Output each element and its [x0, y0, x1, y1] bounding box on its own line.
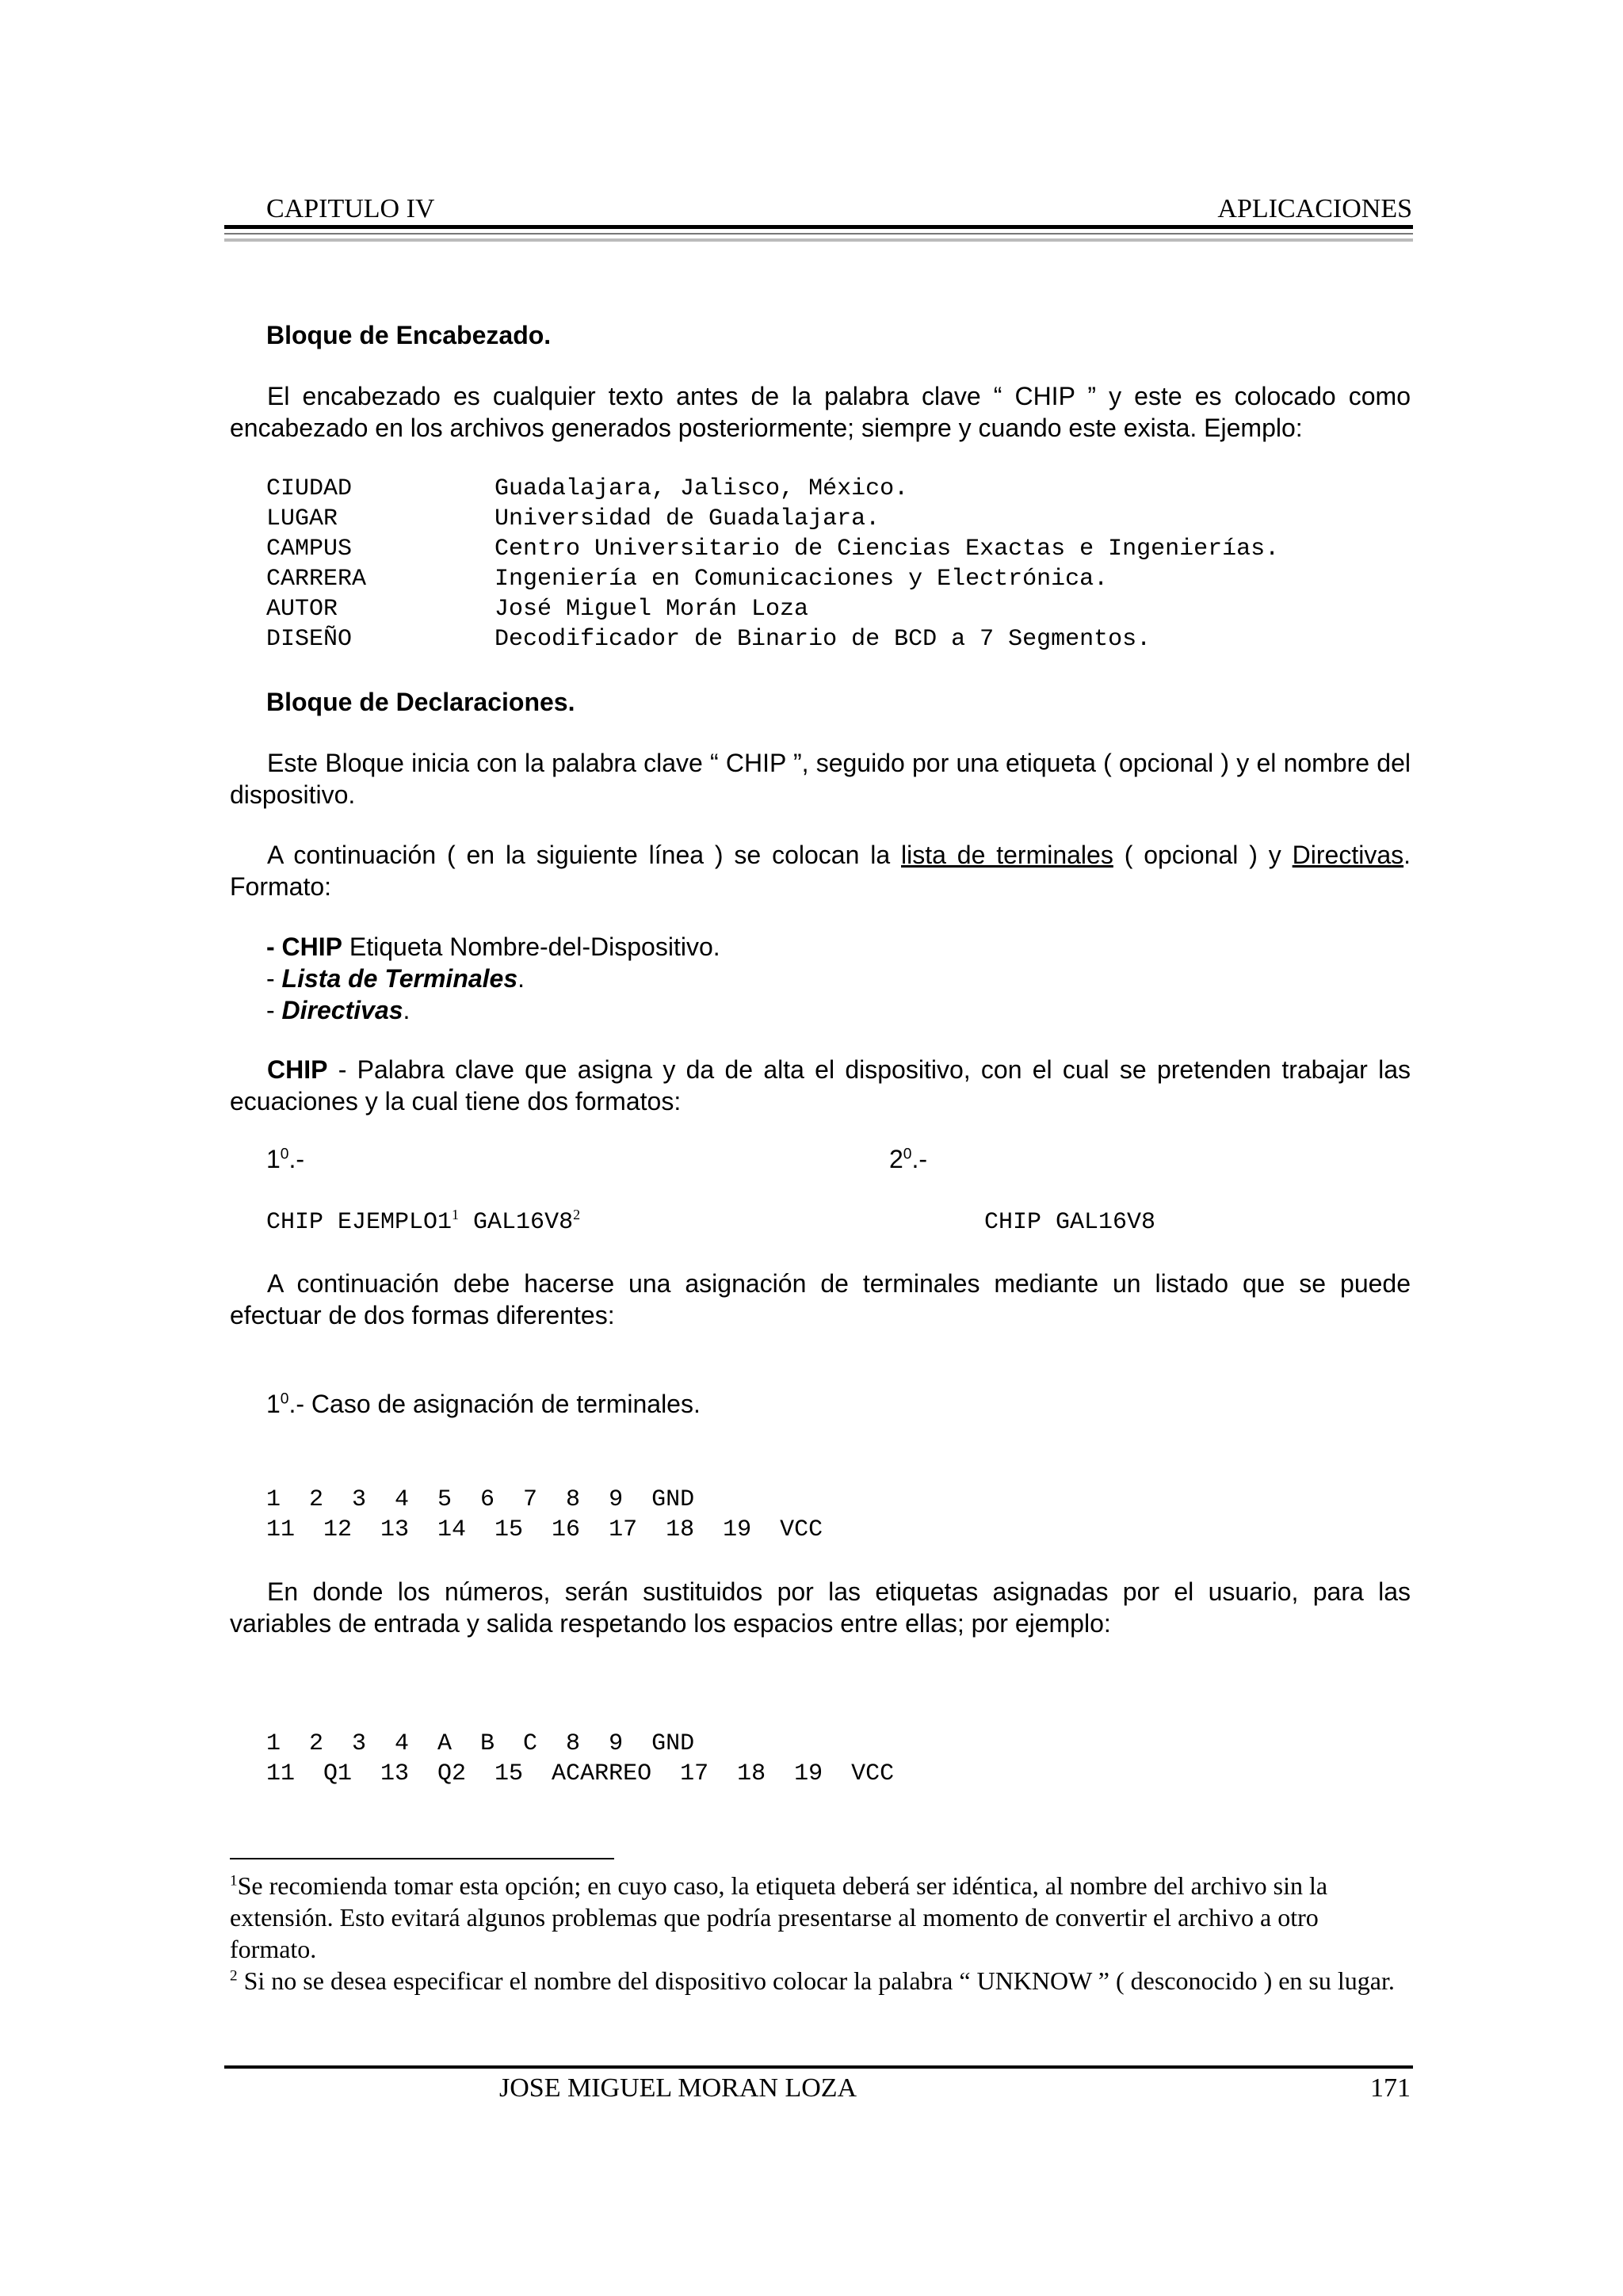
- field-key: DISEÑO: [266, 626, 353, 653]
- pin-row: 11 12 13 14 15 16 17 18 19 VCC: [266, 1516, 823, 1543]
- item-text: Etiqueta Nombre-del-Dispositivo.: [342, 933, 720, 961]
- footnote-mark: 1: [230, 1872, 238, 1890]
- page-number: 171: [1370, 2073, 1411, 2103]
- field-value: Centro Universitario de Ciencias Exactas e Ingenierías.: [495, 536, 1280, 563]
- keyword-chip: CHIP: [267, 1055, 328, 1084]
- sup: 0: [280, 1390, 289, 1408]
- field-value: Guadalajara, Jalisco, México.: [495, 475, 909, 502]
- pin-row: 1 2 3 4 5 6 7 8 9 GND: [266, 1486, 695, 1513]
- keyword: Directivas: [281, 996, 403, 1024]
- field-key: CAMPUS: [266, 536, 353, 563]
- pin-list-example: [266, 1699, 894, 1819]
- footnote-separator: [230, 1858, 614, 1859]
- heading-text: .- Caso de asignación de terminales.: [288, 1390, 701, 1418]
- field-key: LUGAR: [266, 505, 338, 532]
- dash: -: [266, 996, 282, 1024]
- code-text: GAL16V8: [459, 1209, 574, 1236]
- header-example-row: [266, 504, 1279, 534]
- keyword: CHIP: [281, 933, 342, 961]
- keyword: Lista de Terminales: [281, 964, 518, 993]
- footnote-text: Si no se desea especificar el nombre del dispositivo colocar la palabra “ UNKNOW ” ( desconocido ) en su lugar.: [237, 1966, 1395, 1995]
- item-text: .: [403, 996, 411, 1024]
- dash: -: [266, 964, 282, 993]
- format-item-directivas: [266, 994, 720, 1026]
- header-rule-thin-1: [224, 233, 1413, 235]
- header-rule-thick: [224, 225, 1413, 229]
- paragraph-declaraciones-2: [230, 839, 1411, 902]
- pin-row: 11 Q1 13 Q2 15 ACARREO 17 18 19 VCC: [266, 1760, 895, 1787]
- running-header-section: APLICACIONES: [1217, 194, 1412, 223]
- format-label-2: [889, 1145, 927, 1174]
- text-run: . Formato:: [230, 841, 1411, 901]
- num: 1: [266, 1390, 281, 1418]
- pin-row: 1 2 3 4 A B C 8 9 GND: [266, 1730, 695, 1757]
- case-1-heading: [266, 1390, 701, 1419]
- text-run: - Palabra clave que asigna y da de alta el dispositivo, con el cual se pretenden trabajar las ecuaciones y la cual tiene dos formatos:: [230, 1055, 1411, 1116]
- field-value: Ingeniería en Comunicaciones y Electrónica.: [495, 566, 1109, 593]
- footnote-text: Se recomienda tomar esta opción; en cuyo caso, la etiqueta deberá ser idéntica, al nombre del archivo sin la extensión. Esto evitará algunos problemas que podría presentarse al momento de convertir el archivo a otro formato.: [230, 1871, 1328, 1963]
- footer-author: JOSE MIGUEL MORAN LOZA: [499, 2073, 857, 2103]
- format-list: [266, 931, 720, 1026]
- running-header-chapter: CAPITULO IV: [266, 194, 435, 223]
- footnote-1: [230, 1870, 1395, 1965]
- paragraph-chip-definition: [230, 1054, 1411, 1117]
- chip-format-1-code: [266, 1207, 580, 1238]
- footnote-2: [230, 1965, 1395, 1997]
- footer-rule: [224, 2065, 1413, 2069]
- sup: 0: [280, 1146, 289, 1163]
- field-key: CIUDAD: [266, 475, 353, 502]
- format-item-lista: [266, 963, 720, 994]
- section-title-declaraciones: Bloque de Declaraciones.: [266, 688, 575, 716]
- field-value: Universidad de Guadalajara.: [495, 505, 880, 532]
- suffix: .-: [911, 1145, 928, 1173]
- paragraph-sustitucion: En donde los números, serán sustituidos por las etiquetas asignadas por el usuario, para las variables de entrada y salida respetando los espacios entre ellas; por ejemplo:: [230, 1577, 1411, 1638]
- num: 2: [889, 1145, 903, 1173]
- footnote-mark: 2: [230, 1967, 238, 1985]
- header-example-row: [266, 594, 1279, 624]
- footnote-ref-2[interactable]: 2: [573, 1207, 581, 1222]
- sup: 0: [903, 1146, 912, 1163]
- format-item-chip: [266, 931, 720, 963]
- paragraph-asignacion: A continuación debe hacerse una asignación de terminales mediante un listado que se puede efectuar de dos formas diferentes:: [230, 1269, 1411, 1329]
- dash: -: [266, 933, 282, 961]
- field-value: Decodificador de Binario de BCD a 7 Segmentos.: [495, 626, 1151, 653]
- header-example-row: [266, 474, 1279, 504]
- format-label-1: [266, 1145, 304, 1174]
- section-title-encabezado: Bloque de Encabezado.: [266, 321, 552, 349]
- text-run: ( opcional ) y: [1113, 841, 1293, 869]
- num: 1: [266, 1145, 281, 1173]
- chip-format-2-code: CHIP GAL16V8: [984, 1209, 1156, 1236]
- footnote-ref-1[interactable]: 1: [452, 1207, 460, 1222]
- paragraph-declaraciones-1: Este Bloque inicia con la palabra clave “ CHIP ”, seguido por una etiqueta ( opcional ) y el nombre del dispositivo.: [230, 749, 1411, 809]
- code-text: CHIP EJEMPLO1: [266, 1209, 453, 1236]
- text-run: A continuación ( en la siguiente línea ) se colocan la: [267, 841, 902, 869]
- header-example-row: [266, 564, 1279, 594]
- field-key: AUTOR: [266, 596, 338, 623]
- header-example-block: [266, 474, 1279, 654]
- paragraph-encabezado: El encabezado es cualquier texto antes de la palabra clave “ CHIP ” y este es colocado como encabezado en los archivos generados posteriormente; siempre y cuando este exista. Ejemplo:: [230, 382, 1411, 442]
- field-key: CARRERA: [266, 566, 367, 593]
- link-directivas[interactable]: Directivas: [1292, 841, 1404, 869]
- item-text: .: [517, 964, 525, 993]
- header-rule-thin-2: [224, 238, 1413, 242]
- link-lista-de-terminales[interactable]: lista de terminales: [901, 841, 1113, 869]
- pin-list-generic: [266, 1455, 823, 1575]
- header-example-row: [266, 624, 1279, 654]
- field-value: José Miguel Morán Loza: [495, 596, 809, 623]
- header-example-row: [266, 534, 1279, 564]
- suffix: .-: [288, 1145, 305, 1173]
